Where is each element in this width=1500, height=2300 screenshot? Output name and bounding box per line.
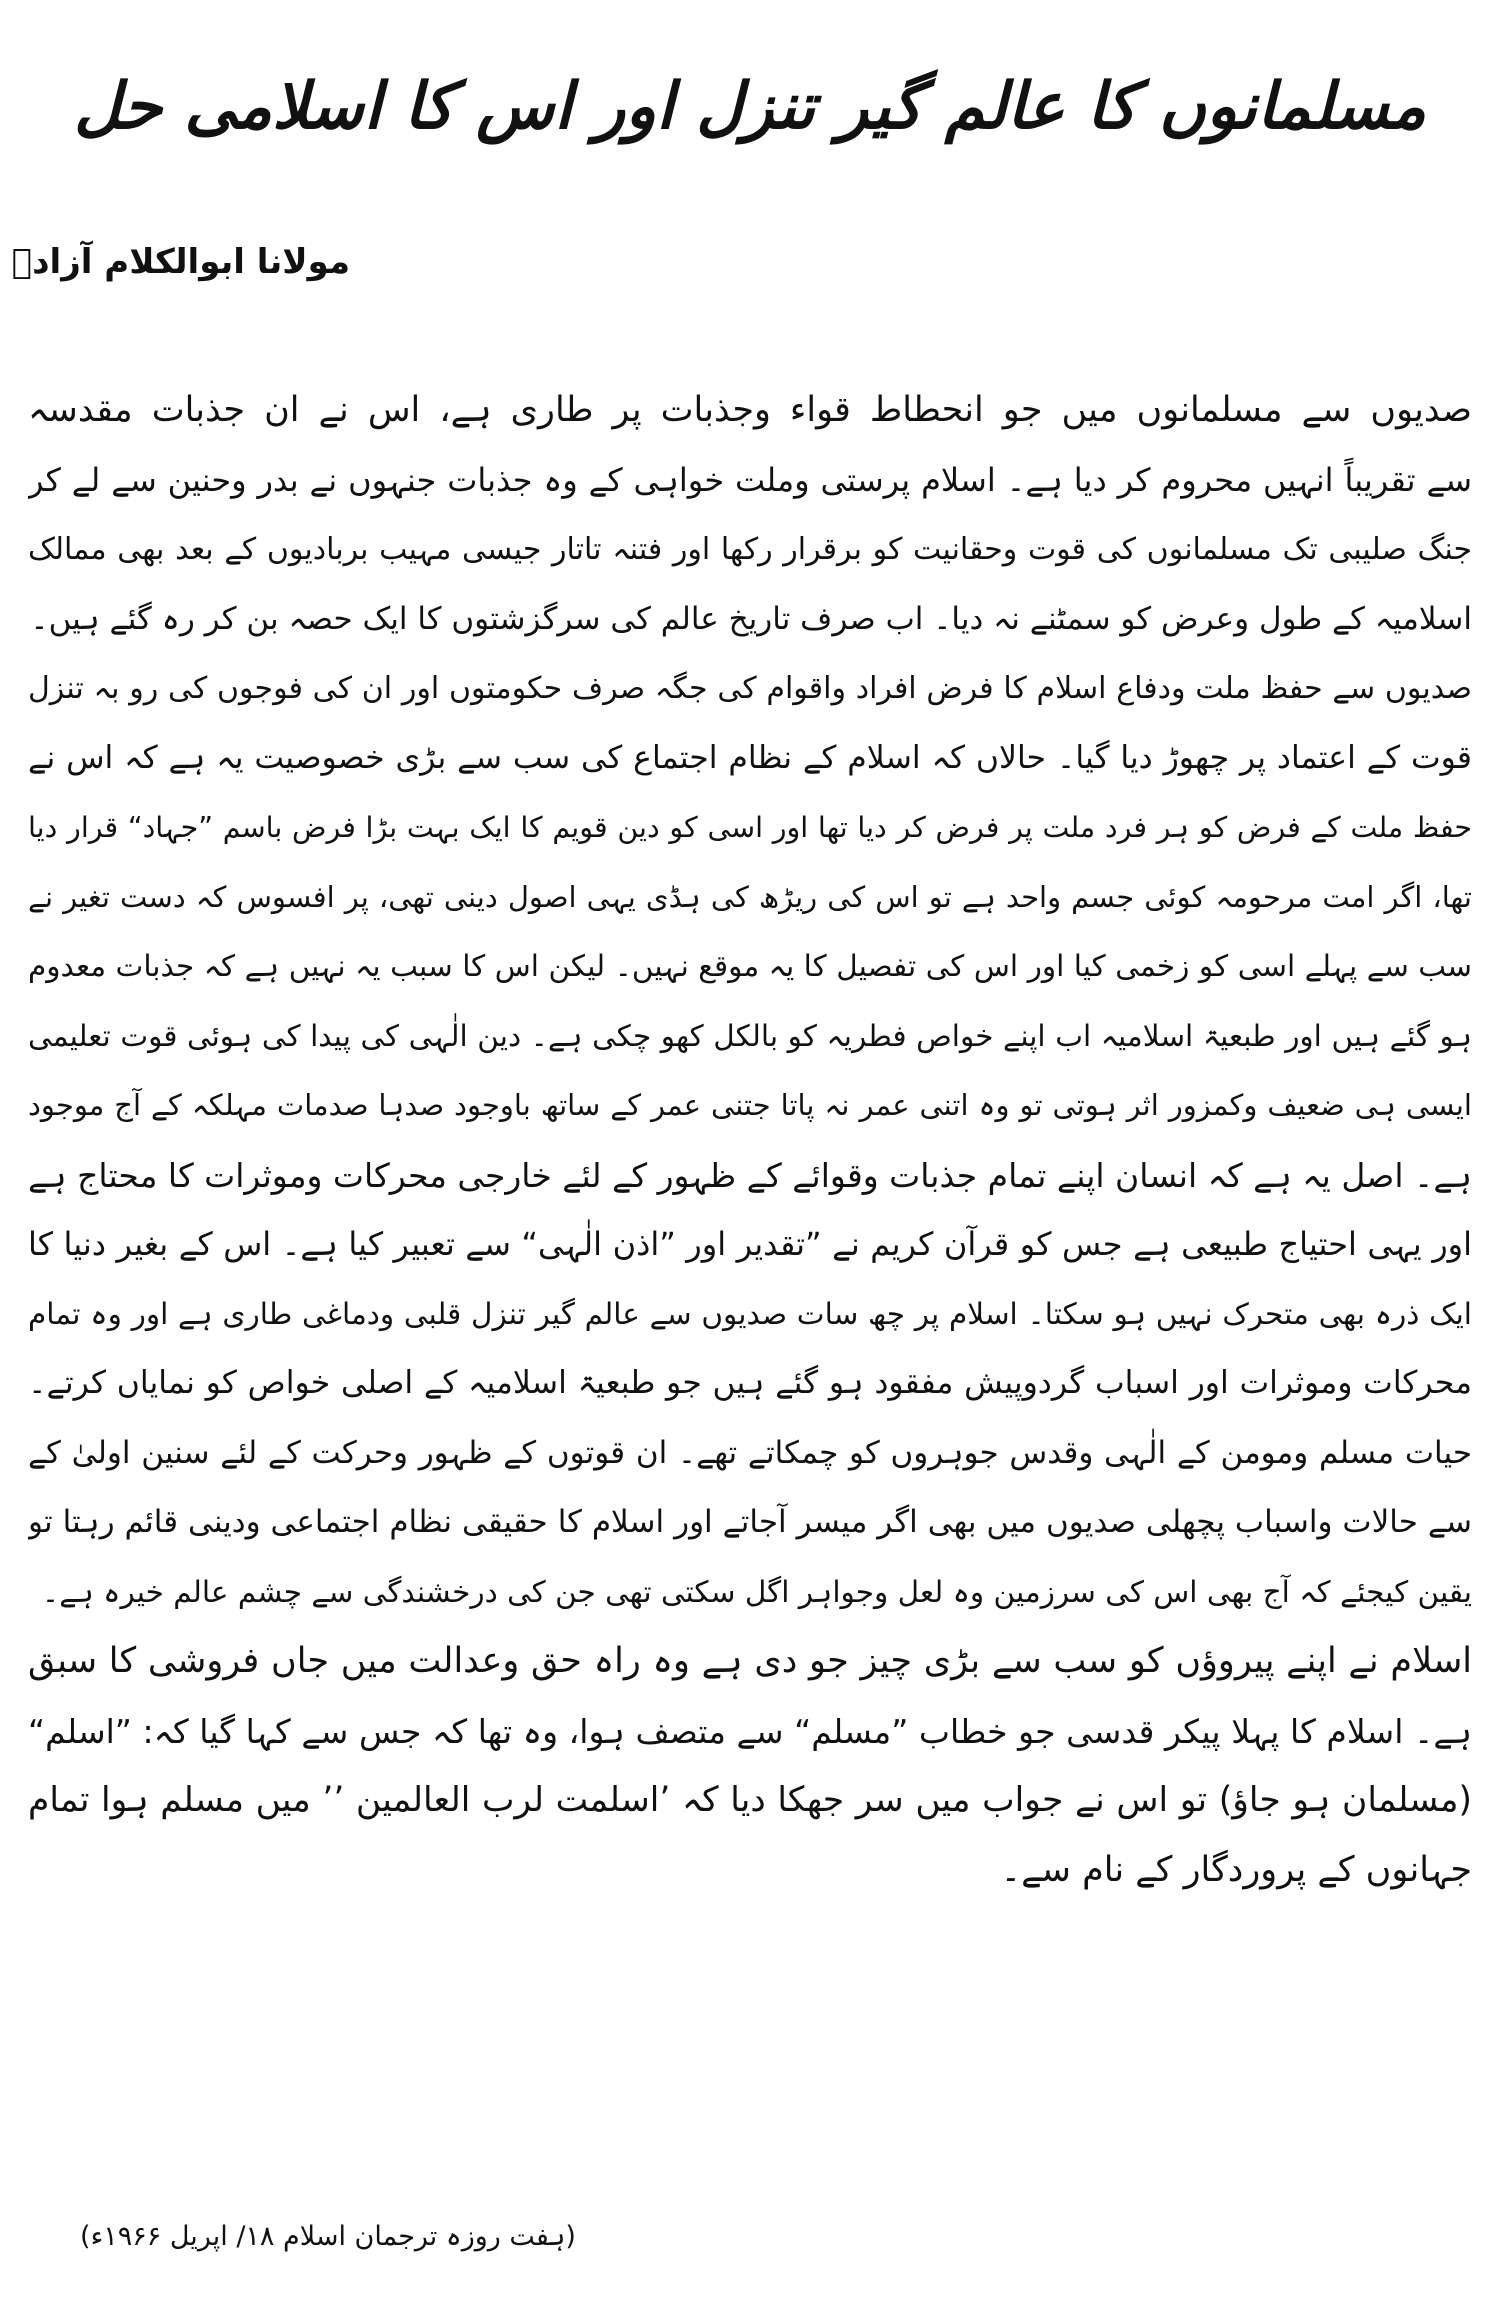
author-name: مولانا ابوالکلام آزادؒ xyxy=(11,242,350,282)
body-line-22: جہانوں کے پروردگار کے نام سے۔ xyxy=(1000,1849,1472,1890)
body-line-14: ایک ذرہ بھی متحرک نہیں ہو سکتا۔ اسلام پر چھ سات صدیوں سے عالم گیر تنزل قلبی ودماغی طاری ہے اور وہ تمام xyxy=(28,1296,1472,1331)
body-line-11: ایسی ہی ضعیف وکمزور اثر ہوتی تو وہ اتنی عمر نہ پاتا جتنی عمر کے ساتھ باوجود صدہا صدمات مہلکہ کے آج موجود xyxy=(28,1088,1472,1122)
body-line-10: ہو گئے ہیں اور طبعیۃ اسلامیہ اب اپنے خواص فطریہ کو بالکل کھو چکی ہے۔ دین الٰہی کی پیدا کی ہوئی قوت تعلیمی xyxy=(28,1018,1472,1053)
article-title: مسلمانوں کا عالم گیر تنزل اور اس کا اسلامی حل xyxy=(74,70,1426,144)
body-line-2: سے تقریباً انہیں محروم کر دیا ہے۔ اسلام پرستی وملت خواہی کے وہ جذبات جنہوں نے بدر وحنین سے لے کر xyxy=(28,460,1472,499)
article-body xyxy=(28,376,1472,1905)
body-line-8: تھا، اگر امت مرحومہ کوئی جسم واحد ہے تو اس کی ریڑھ کی ہڈی یہی اصول دینی تھی، پر افسوس کہ دست تغیر نے xyxy=(28,879,1472,914)
body-line-7: حفظ ملت کے فرض کو ہر فرد ملت پر فرض کر دیا تھا اور اسی کو دین قویم کا ایک بہت بڑا فرض باسم ”جہاد“ قرار دیا xyxy=(28,811,1472,844)
body-line-16: حیات مسلم ومومن کے الٰہی وقدس جوہروں کو چمکاتے تھے۔ ان قوتوں کے ظہور وحرکت کے لئے سنین اولیٰ کے xyxy=(28,1434,1472,1471)
body-line-17: سے حالات واسباب پچھلی صدیوں میں بھی اگر میسر آجاتے اور اسلام کا حقیقی نظام اجتماعی ودینی قائم رہتا تو xyxy=(28,1504,1472,1540)
body-line-9: سب سے پہلے اسی کو زخمی کیا اور اس کی تفصیل کا یہ موقع نہیں۔ لیکن اس کا سبب یہ نہیں ہے کہ جذبات معدوم xyxy=(28,949,1472,983)
body-line-13: اور یہی احتیاج طبیعی ہے جس کو قرآن کریم نے ”تقدیر اور ”اذن الٰہی“ سے تعبیر کیا ہے۔ اس کے بغیر دنیا کا xyxy=(28,1225,1472,1263)
body-line-18: یقین کیجئے کہ آج بھی اس کی سرزمین وہ لعل وجواہر اگل سکتی تھی جن کی درخشندگی سے چشم عالم خیرہ ہے۔ xyxy=(41,1574,1472,1609)
body-line-1: صدیوں سے مسلمانوں میں جو انحطاط قواء وجذبات پر طاری ہے، اس نے ان جذبات مقدسہ xyxy=(28,390,1472,430)
body-line-5: صدیوں سے حفظ ملت ودفاع اسلام کا فرض افراد واقوام کی جگہ صرف حکومتوں اور ان کی فوجوں کی رو بہ تنزل xyxy=(28,671,1472,706)
body-line-15: محرکات وموثرات اور اسباب گردوپیش مفقود ہو گئے ہیں جو طبعیۃ اسلامیہ کے اصلی خواص کو نمایاں کرتے۔ xyxy=(28,1365,1472,1401)
body-line-21: (مسلمان ہو جاؤ) تو اس نے جواب میں سر جھکا دیا کہ ’اسلمت لرب العالمین ’’ میں مسلم ہوا تمام xyxy=(28,1780,1472,1820)
body-line-3: جنگ صلیبی تک مسلمانوں کی قوت وحقانیت کو برقرار رکھا اور فتنہ تاتار جیسی مہیب بربادیوں کے بعد بھی ممالک xyxy=(28,532,1472,567)
body-line-20: ہے۔ اسلام کا پہلا پیکر قدسی جو خطاب ”مسلم“ سے متصف ہوا، وہ تھا کہ جس سے کہا گیا کہ: ”اسلم“ xyxy=(28,1711,1472,1751)
body-line-4: اسلامیہ کے طول وعرض کو سمٹنے نہ دیا۔ اب صرف تاریخ عالم کی سرگزشتوں کا ایک حصہ بن کر رہ گئے ہیں۔ xyxy=(30,600,1472,637)
body-line-12: ہے۔ اصل یہ ہے کہ انسان اپنے تمام جذبات وقوائے کے ظہور کے لئے خارجی محرکات وموثرات کا محتاج ہے xyxy=(28,1155,1472,1195)
body-line-19: اسلام نے اپنے پیروؤں کو سب سے بڑی چیز جو دی ہے وہ راہ حق وعدالت میں جاں فروشی کا سبق xyxy=(28,1641,1472,1681)
source-citation: (ہفت روزہ ترجمان اسلام ۱۸/ اپریل ۱۹۶۶ء) xyxy=(80,2221,576,2252)
body-line-6: قوت کے اعتماد پر چھوڑ دیا گیا۔ حالاں کہ اسلام کے نظام اجتماع کی سب سے بڑی خصوصیت یہ ہے کہ اس نے xyxy=(28,739,1472,776)
